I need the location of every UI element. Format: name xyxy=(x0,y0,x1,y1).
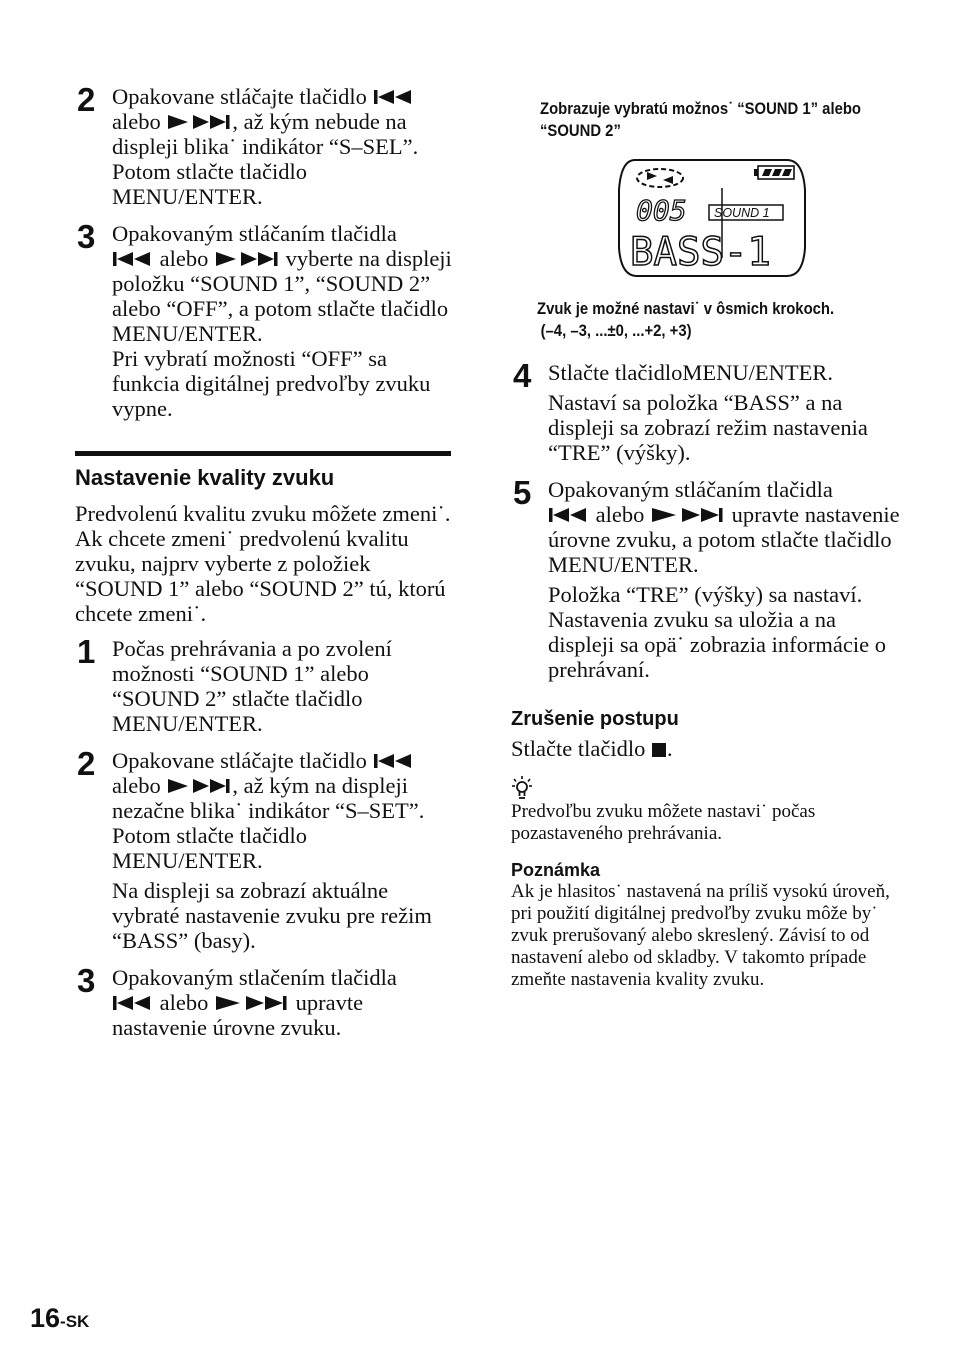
step-2-select xyxy=(75,81,455,209)
step-number: 3 xyxy=(77,218,96,255)
cancel-text: Stlačte tlačidlo . xyxy=(511,736,673,761)
step-text: Opakovaným stlačením tlačidla alebo upravte nastavenie úrovne zvuku. xyxy=(112,965,397,1040)
disc-icon xyxy=(637,169,683,187)
step-2-set xyxy=(75,745,455,953)
next-track-icon xyxy=(166,777,232,795)
prev-track-icon xyxy=(373,88,415,106)
step-text: Opakovane stláčajte tlačidlo alebo , až kým na displeji nezačne blika˙ indikátor “S–SET”. Potom stlačte tlačidlo MENU/ENTER. xyxy=(112,748,425,873)
step-number: 5 xyxy=(513,474,532,511)
tip-lightbulb-icon xyxy=(511,775,901,801)
step-4-confirm xyxy=(511,357,901,465)
step-number: 4 xyxy=(513,357,532,394)
prev-track-icon xyxy=(373,752,415,770)
step-number: 2 xyxy=(77,81,96,118)
lcd-display-illustration xyxy=(615,150,815,280)
step-text: Opakovane stláčajte tlačidlo alebo , až kým nebude na displeji blika˙ indikátor “S–SEL”. Potom stlačte tlačidlo MENU/ENTER. xyxy=(112,84,419,209)
prev-track-icon xyxy=(548,506,590,524)
note-text: Ak je hlasitos˙ nastavená na príliš vysokú úroveň, pri použití digitálnej predvoľby zvuku môže by˙ zvuk prerušovaný alebo skreslený. Závisí to od nastavení alebo od skladby. V takomto prípade zmeňte nastavenia kvality zvuku. xyxy=(511,881,890,990)
left-column xyxy=(75,81,455,1052)
next-track-icon xyxy=(166,113,232,131)
next-track-icon xyxy=(214,250,280,268)
track-number: 005 xyxy=(636,194,687,227)
prev-track-icon xyxy=(112,250,154,268)
step-note: Položka “TRE” (výšky) sa nastaví. Nastavenia zvuku sa uložia a na displeji sa opä˙ zobrazia informácie o prehrávaní. xyxy=(548,582,886,682)
sound-mode-readout: BASS-1 xyxy=(630,230,771,275)
section-intro: Predvolenú kvalitu zvuku môžete zmeni˙. Ak chcete zmeni˙ predvolenú kvalitu zvuku, najprv vyberte z položiek “SOUND 1” alebo “SOUND 2” tú, ktorú chcete zmeni˙. xyxy=(75,501,451,626)
tip-text: Predvoľbu zvuku môžete nastavi˙ počas pozastaveného prehrávania. xyxy=(511,801,816,844)
step-3-choose-sound xyxy=(75,218,455,421)
battery-icon xyxy=(754,166,794,179)
right-steps xyxy=(511,357,901,991)
step-text: Opakovaným stláčaním tlačidla alebo upravte nastavenie úrovne zvuku, a potom stlačte tlačidlo MENU/ENTER. xyxy=(548,477,900,577)
section-rule xyxy=(75,451,451,456)
step-5-adjust-treble xyxy=(511,474,901,682)
step-note: Na displeji sa zobrazí aktuálne vybraté nastavenie zvuku pre režim “BASS” (basy). xyxy=(112,878,432,953)
cancel-heading: Zrušenie postupu xyxy=(511,708,679,730)
step-1-press-menu xyxy=(75,633,455,736)
step-note: Pri vybratí možnosti “OFF” sa funkcia digitálnej predvoľby zvuku vypne. xyxy=(112,346,431,421)
step-note: Nastaví sa položka “BASS” a na displeji sa zobrazí režim nastavenia “TRE” (výšky). xyxy=(548,390,868,465)
stop-icon xyxy=(651,742,667,758)
note-heading: Poznámka xyxy=(511,860,601,880)
page-number: 16-SK xyxy=(30,1303,90,1333)
prev-track-icon xyxy=(112,994,154,1012)
step-number: 2 xyxy=(77,745,96,782)
step-text: Stlačte tlačidloMENU/ENTER. xyxy=(548,360,833,385)
step-text: Opakovaným stláčaním tlačidla alebo vyberte na displeji položku “SOUND 1”, “SOUND 2” alebo “OFF”, a potom stlačte tlačidlo MENU/ENTER. xyxy=(112,221,452,346)
display-caption-top: Zobrazuje vybratú možnos˙ “SOUND 1” alebo “SOUND 2” xyxy=(540,100,861,140)
step-number: 1 xyxy=(77,633,96,670)
step-text: Počas prehrávania a po zvolení možnosti “SOUND 1” alebo “SOUND 2” stlačte tlačidlo MENU/ENTER. xyxy=(112,636,392,736)
sound-indicator-label: SOUND 1 xyxy=(714,206,770,220)
display-caption-bottom: Zvuk je možné nastavi˙ v ôsmich krokoch. (–4, –3, ...±0, ...+2, +3) xyxy=(537,300,835,340)
next-track-icon xyxy=(214,994,290,1012)
step-3-adjust xyxy=(75,962,455,1040)
section-title: Nastavenie kvality zvuku xyxy=(75,465,335,490)
next-track-icon xyxy=(650,506,726,524)
step-number: 3 xyxy=(77,962,96,999)
